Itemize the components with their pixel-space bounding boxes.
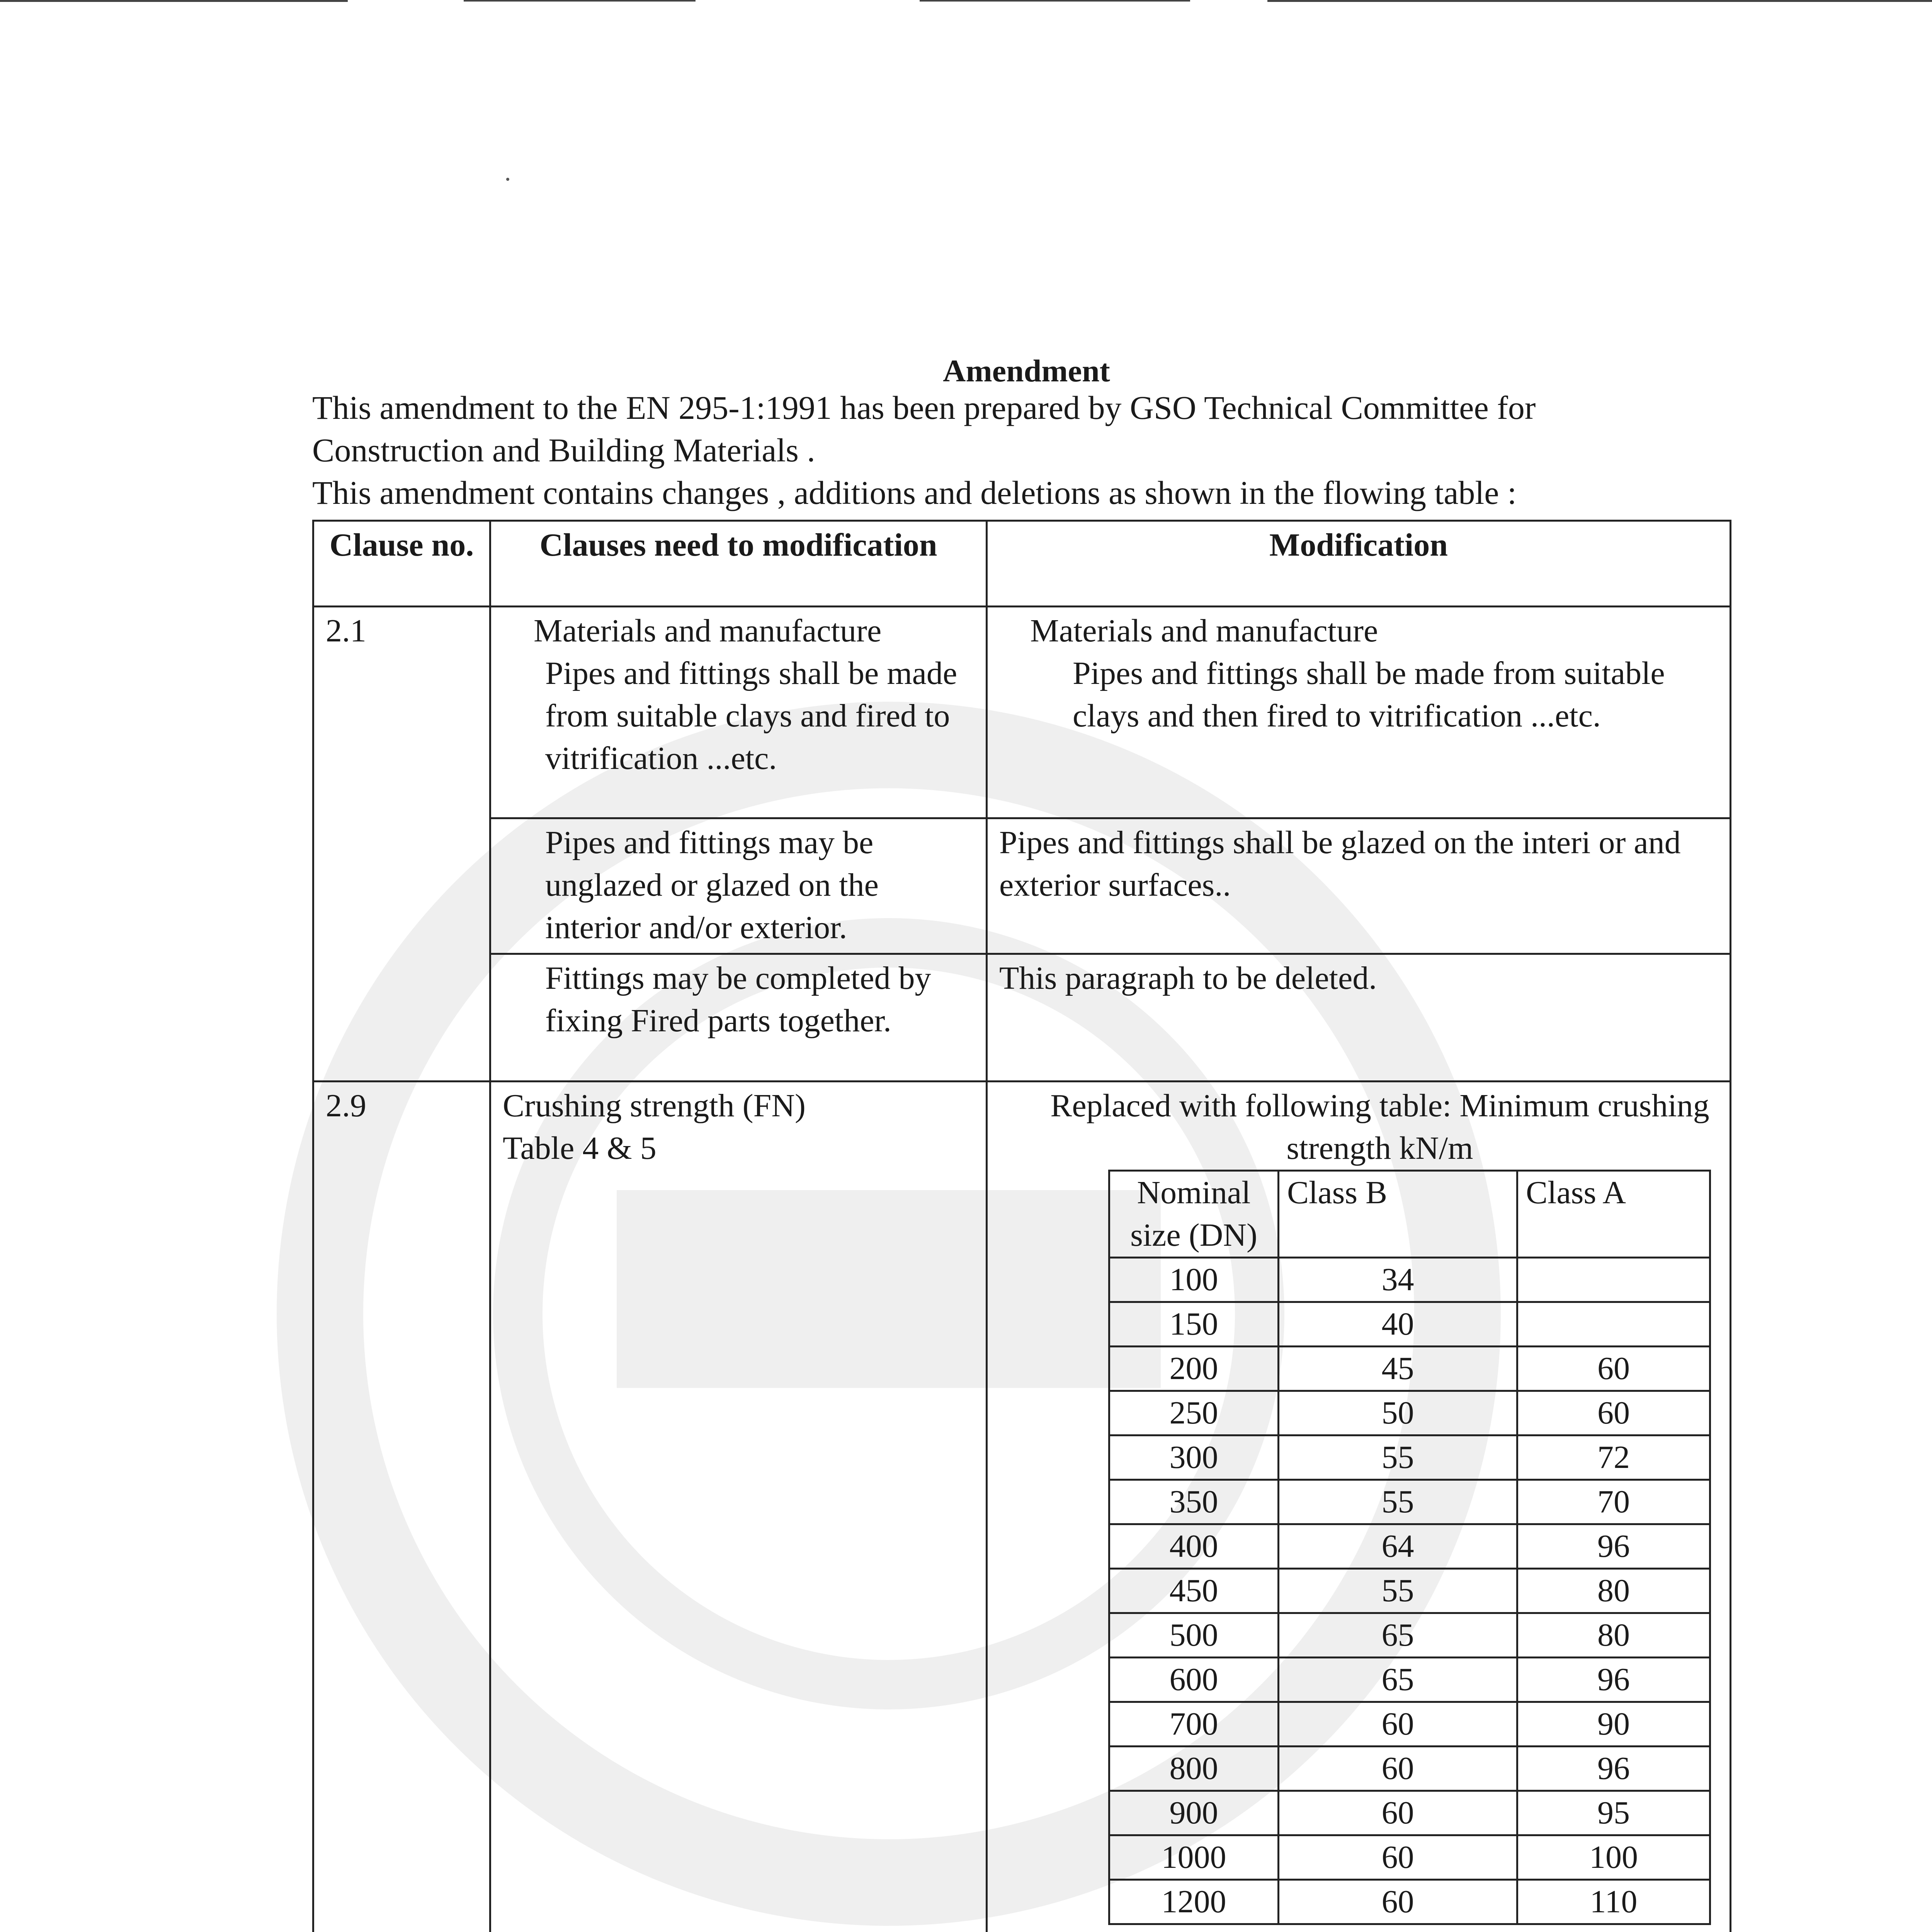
modification-cell xyxy=(987,1082,1731,1932)
nominal-size-cell: 700 xyxy=(1109,1702,1279,1747)
nominal-size-cell: 250 xyxy=(1109,1391,1279,1435)
class-b-cell: 60 xyxy=(1279,1791,1517,1835)
class-b-cell: 60 xyxy=(1279,1702,1517,1747)
strength-rows xyxy=(1109,1258,1710,1924)
class-b-cell: 55 xyxy=(1279,1435,1517,1480)
strength-row xyxy=(1109,1347,1710,1391)
class-a-cell: 90 xyxy=(1517,1702,1710,1747)
intro-line: Construction and Building Materials . xyxy=(312,432,815,469)
document-title: Amendment xyxy=(943,353,1110,388)
modification-title: Materials and manufacture xyxy=(1030,613,1378,649)
nominal-size-cell: 800 xyxy=(1109,1747,1279,1791)
class-a-cell: 80 xyxy=(1517,1569,1710,1613)
nominal-size-cell: 200 xyxy=(1109,1347,1279,1391)
class-a-cell xyxy=(1517,1258,1710,1302)
header-modification: Modification xyxy=(987,521,1731,607)
strength-row xyxy=(1109,1880,1710,1924)
header-class-a: Class A xyxy=(1517,1171,1710,1258)
header-clause-no: Clause no. xyxy=(313,521,490,607)
nominal-size-cell: 500 xyxy=(1109,1613,1279,1658)
clause-number: 2.9 xyxy=(313,1082,490,1932)
class-b-cell: 55 xyxy=(1279,1480,1517,1524)
nominal-size-cell: 1000 xyxy=(1109,1835,1279,1880)
class-b-cell: 34 xyxy=(1279,1258,1517,1302)
nominal-size-cell: 900 xyxy=(1109,1791,1279,1835)
header-clauses-need: Clauses need to modification xyxy=(490,521,987,607)
original-clause-text: Pipes and fittings may be unglazed or glazed on the interior and/or exterior. xyxy=(545,825,879,946)
scan-artifact-line xyxy=(0,0,348,2)
table-header-row xyxy=(313,521,1731,607)
nominal-size-cell: 100 xyxy=(1109,1258,1279,1302)
intro-line: This amendment to the EN 295-1:1991 has been prepared by GSO Technical Committee for xyxy=(312,389,1536,426)
strength-row xyxy=(1109,1391,1710,1435)
nominal-size-cell: 150 xyxy=(1109,1302,1279,1347)
class-a-cell: 96 xyxy=(1517,1747,1710,1791)
original-clause xyxy=(490,1082,987,1932)
nominal-size-cell: 300 xyxy=(1109,1435,1279,1480)
class-a-cell: 100 xyxy=(1517,1835,1710,1880)
table-row xyxy=(313,1082,1731,1932)
strength-row xyxy=(1109,1258,1710,1302)
class-a-cell: 60 xyxy=(1517,1391,1710,1435)
strength-row xyxy=(1109,1747,1710,1791)
class-b-cell: 60 xyxy=(1279,1880,1517,1924)
original-clause xyxy=(490,954,987,1082)
scan-artifact-line xyxy=(920,0,1190,2)
class-a-cell: 96 xyxy=(1517,1658,1710,1702)
scan-artifact-line xyxy=(464,0,696,2)
strength-header-row xyxy=(1109,1171,1710,1258)
class-a-cell xyxy=(1517,1302,1710,1347)
class-b-cell: 50 xyxy=(1279,1391,1517,1435)
strength-row xyxy=(1109,1480,1710,1524)
class-a-cell: 80 xyxy=(1517,1613,1710,1658)
strength-row xyxy=(1109,1658,1710,1702)
class-b-cell: 65 xyxy=(1279,1658,1517,1702)
modification-intro: Replaced with following table: Minimum crushing strength kN/m xyxy=(1050,1088,1709,1166)
original-clause-text: Fittings may be completed by fixing Fired parts together. xyxy=(545,960,931,1039)
modification-cell: This paragraph to be deleted. xyxy=(987,954,1731,1082)
strength-row xyxy=(1109,1702,1710,1747)
original-clause-text: Pipes and fittings shall be made from suitable clays and fired to vitrification ...etc. xyxy=(545,655,957,776)
clause-number: 2.1 xyxy=(313,607,490,1082)
strength-row xyxy=(1109,1435,1710,1480)
table-row xyxy=(313,607,1731,818)
intro-text xyxy=(312,386,1742,514)
class-b-cell: 55 xyxy=(1279,1569,1517,1613)
strength-row xyxy=(1109,1302,1710,1347)
class-b-cell: 64 xyxy=(1279,1524,1517,1569)
modification-cell xyxy=(987,607,1731,818)
modification-text: Pipes and fittings shall be made from suitable clays and then fired to vitrification ...etc. xyxy=(1073,655,1665,734)
modification-cell: Pipes and fittings shall be glazed on the interi or and exterior surfaces.. xyxy=(987,818,1731,954)
original-clause-title: Materials and manufacture xyxy=(534,613,882,649)
amendment-table xyxy=(312,520,1731,1932)
nominal-size-cell: 400 xyxy=(1109,1524,1279,1569)
intro-line: This amendment contains changes , additions and deletions as shown in the flowing table : xyxy=(312,474,1517,511)
class-b-cell: 60 xyxy=(1279,1835,1517,1880)
scan-artifact-line xyxy=(1267,0,1932,2)
class-a-cell: 72 xyxy=(1517,1435,1710,1480)
strength-row xyxy=(1109,1835,1710,1880)
class-a-cell: 60 xyxy=(1517,1347,1710,1391)
original-clause-sub: Table 4 & 5 xyxy=(503,1130,656,1166)
class-a-cell: 110 xyxy=(1517,1880,1710,1924)
class-a-cell: 70 xyxy=(1517,1480,1710,1524)
original-clause xyxy=(490,607,987,818)
strength-row xyxy=(1109,1613,1710,1658)
nominal-size-cell: 600 xyxy=(1109,1658,1279,1702)
class-b-cell: 45 xyxy=(1279,1347,1517,1391)
class-a-cell: 95 xyxy=(1517,1791,1710,1835)
original-clause-title: Crushing strength (FN) xyxy=(503,1088,806,1124)
header-class-b: Class B xyxy=(1279,1171,1517,1258)
table-row xyxy=(313,954,1731,1082)
class-b-cell: 60 xyxy=(1279,1747,1517,1791)
scan-artifact-dot xyxy=(506,178,509,181)
table-row xyxy=(313,818,1731,954)
header-nominal-size: Nominal size (DN) xyxy=(1109,1171,1279,1258)
original-clause xyxy=(490,818,987,954)
class-b-cell: 40 xyxy=(1279,1302,1517,1347)
nominal-size-cell: 1200 xyxy=(1109,1880,1279,1924)
class-a-cell: 96 xyxy=(1517,1524,1710,1569)
nominal-size-cell: 450 xyxy=(1109,1569,1279,1613)
class-b-cell: 65 xyxy=(1279,1613,1517,1658)
strength-row xyxy=(1109,1791,1710,1835)
strength-row xyxy=(1109,1524,1710,1569)
strength-row xyxy=(1109,1569,1710,1613)
nominal-size-cell: 350 xyxy=(1109,1480,1279,1524)
crushing-strength-table xyxy=(1108,1170,1711,1925)
